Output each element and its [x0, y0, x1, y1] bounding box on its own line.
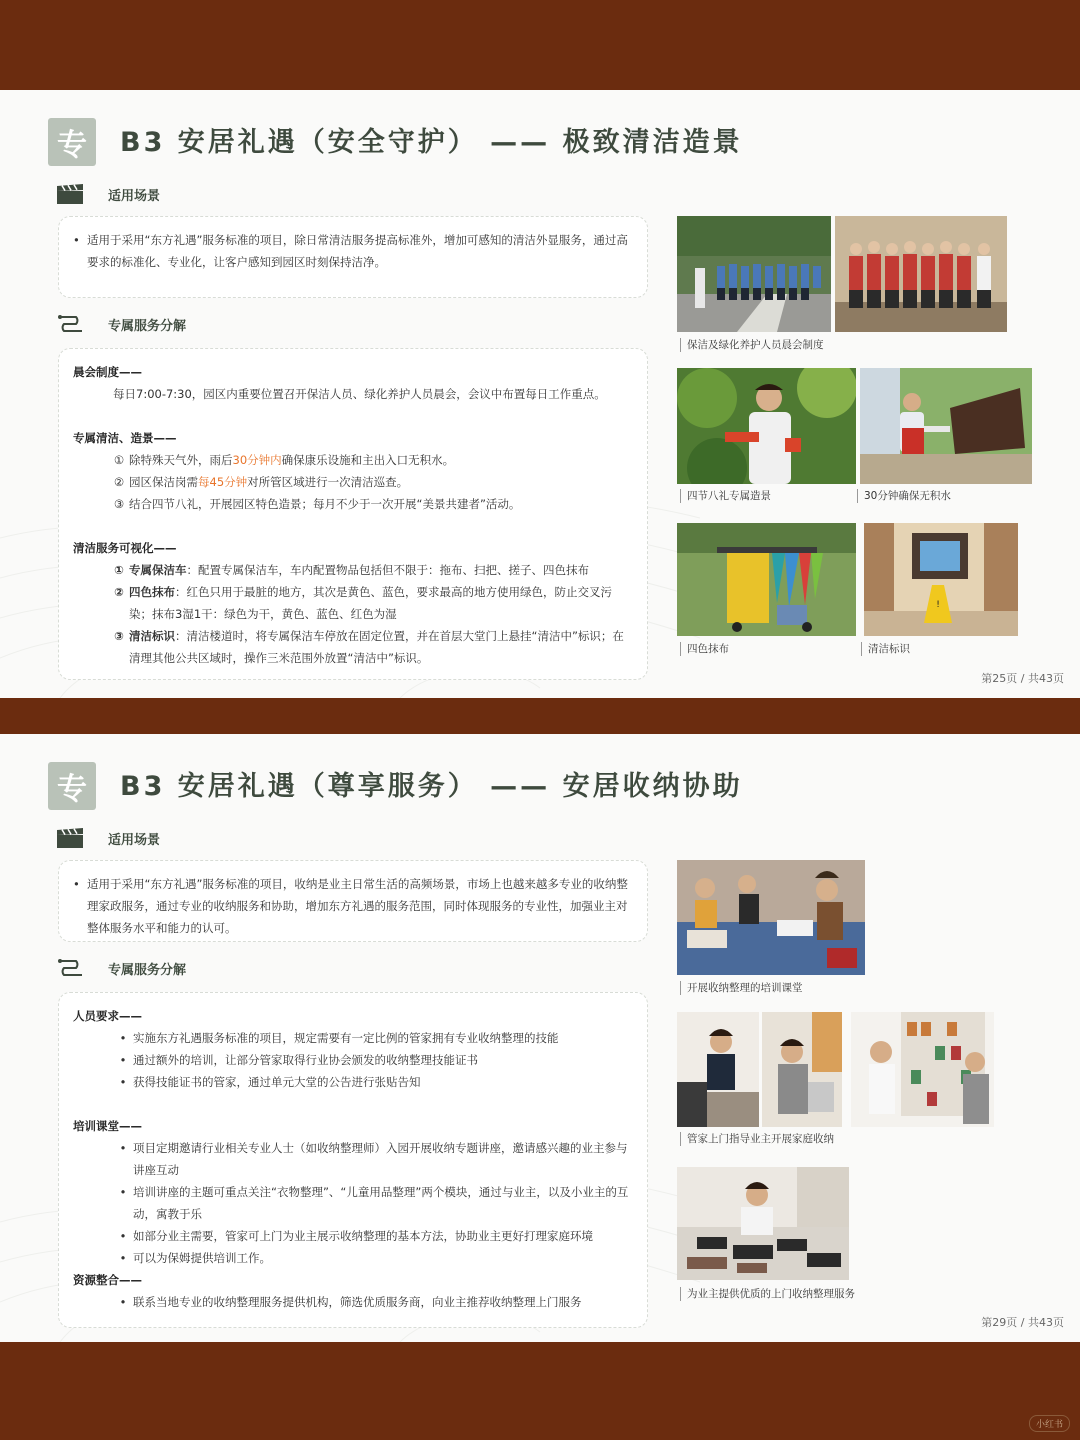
- caption-home-organizing: 为业主提供优质的上门收纳整理服务: [680, 1287, 855, 1301]
- item-text-pre: 园区保洁岗需: [129, 475, 198, 489]
- caption-training: 开展收纳整理的培训课堂: [680, 981, 803, 995]
- watermark: 小红书: [1029, 1415, 1070, 1432]
- item-number: ③: [113, 497, 125, 511]
- caption-cleaning-sign: 清洁标识: [861, 642, 910, 656]
- training-title: 培训课堂——: [73, 1119, 142, 1133]
- training-item: [113, 1137, 633, 1181]
- item-text-post: 确保康乐设施和主出入口无积水。: [281, 453, 455, 467]
- item-text: 可以为保姆提供培训工作。: [133, 1251, 271, 1265]
- photo-landscaping: [677, 368, 856, 484]
- clean-item: [109, 449, 633, 471]
- staff-list: [73, 1027, 633, 1093]
- item-description: ：清洁楼道时，将专属保洁车停放在固定位置，并在首层大堂门上悬挂“清洁中”标识；在清理其他公共区域时，操作三米范围外放置“清洁中”标识。: [129, 629, 624, 665]
- staff-title: 人员要求——: [73, 1009, 142, 1023]
- item-keyword: 四色抹布: [129, 585, 175, 599]
- item-text: 培训讲座的主题可重点关注“衣物整理”、“儿童用品整理”两个模块，通过与业主，以及小业主的互动，寓教于乐: [133, 1185, 629, 1221]
- item-keyword: 清洁标识: [129, 629, 175, 643]
- highlight-text: 每45分钟: [198, 475, 248, 489]
- breakdown-box: [58, 992, 648, 1328]
- training-item: [113, 1247, 633, 1269]
- item-number: ①: [114, 563, 124, 577]
- bullet-dot: •: [119, 1251, 127, 1265]
- item-text-pre: 除特殊天气外，雨后: [129, 453, 233, 467]
- visual-item: [109, 559, 633, 581]
- photo-butler-visit-3: [851, 1012, 994, 1127]
- scenario-text: 适用于采用“东方礼遇”服务标准的项目，收纳是业主日常生活的高频场景，市场上也越来越多专业的收纳整理家政服务，通过专业的收纳服务和协助，增加东方礼遇的服务范围，同时体现服务的专业性，加强业主对整体服务水平和能力的认可。: [87, 877, 628, 935]
- photo-morning-meeting-outdoor: [677, 216, 831, 332]
- item-text: [129, 449, 454, 471]
- resource-list: [73, 1291, 633, 1313]
- item-text: 项目定期邀请行业相关专业人士（如收纳整理师）入园开展收纳专题讲座，邀请感兴趣的业主参与讲座互动: [133, 1141, 628, 1177]
- section-label: 适用场景: [108, 188, 161, 204]
- page-number: 第29页 / 共43页: [981, 1316, 1064, 1329]
- svg-text:!: !: [936, 600, 940, 610]
- morning-title: 晨会制度——: [73, 365, 142, 379]
- morning-text: 每日7:00-7:30，园区内重要位置召开保洁人员、绿化养护人员晨会，会议中布置每日工作重点。: [113, 387, 606, 401]
- item-text: 通过额外的培训，让部分管家取得行业协会颁发的收纳整理技能证书: [133, 1053, 478, 1067]
- breakdown-box: [58, 348, 648, 680]
- bullet-dot: •: [119, 1141, 127, 1155]
- staff-item: [113, 1027, 633, 1049]
- item-description: ：红色只用于最脏的地方，其次是黄色、蓝色，要求最高的地方使用绿色，防止交叉污染；抹布3湿1干：绿色为干，黄色、蓝色、红色为湿: [129, 585, 612, 621]
- resource-title: 资源整合——: [73, 1273, 142, 1287]
- item-number: ①: [113, 453, 125, 467]
- visual-list: [73, 559, 633, 669]
- page-number: 第25页 / 共43页: [981, 672, 1064, 685]
- section-label: 专属服务分解: [108, 962, 187, 978]
- item-text: [129, 581, 633, 625]
- item-text: [129, 625, 633, 669]
- caption-no-water: 30分钟确保无积水: [857, 489, 951, 503]
- route-icon: [56, 957, 84, 979]
- brand-logo: 专: [48, 762, 96, 810]
- item-text: 联系当地专业的收纳整理服务提供机构，筛选优质服务商，向业主推荐收纳整理上门服务: [133, 1295, 582, 1309]
- photo-cleaning-sign: [864, 523, 1018, 636]
- clapperboard-icon: [56, 827, 84, 849]
- photo-bench-cleaning: [860, 368, 1032, 484]
- route-icon: [56, 313, 84, 335]
- scenario-box: • 适用于采用“东方礼遇”服务标准的项目，收纳是业主日常生活的高频场景，市场上也越来越多专业的收纳整理家政服务，通过专业的收纳服务和协助，增加东方礼遇的服务范围，同时体现服务的专业性，加强业主对整体服务水平和能力的认可。: [58, 860, 648, 942]
- training-item: [113, 1225, 633, 1247]
- bullet-dot: •: [119, 1075, 127, 1089]
- brand-logo: 专: [48, 118, 96, 166]
- photo-home-organizing: [677, 1167, 849, 1280]
- caption-butler-visit: 管家上门指导业主开展家庭收纳: [680, 1132, 834, 1146]
- training-list: [73, 1137, 633, 1269]
- section-header-breakdown: [56, 956, 186, 980]
- clean-title: 专属清洁、造景——: [73, 431, 177, 445]
- item-number: ②: [113, 475, 125, 489]
- photo-training-class: [677, 860, 865, 975]
- section-header-breakdown: [56, 312, 186, 336]
- bullet-dot: •: [119, 1185, 127, 1199]
- bullet-dot: •: [119, 1229, 127, 1243]
- resource-item: [113, 1291, 633, 1313]
- caption-four-color-cloth: 四色抹布: [680, 642, 729, 656]
- photo-morning-meeting-indoor: [835, 216, 1007, 332]
- bullet-dot: •: [119, 1031, 127, 1045]
- section-label: 专属服务分解: [108, 318, 187, 334]
- photo-cleaning-cart: [677, 523, 856, 636]
- item-text: 实施东方礼遇服务标准的项目，规定需要有一定比例的管家拥有专业收纳整理的技能: [133, 1031, 559, 1045]
- section-header-scenario: [56, 182, 160, 206]
- clean-list: [73, 449, 633, 515]
- caption-morning-meeting: 保洁及绿化养护人员晨会制度: [680, 338, 824, 352]
- slide-page-25: [0, 90, 1080, 698]
- highlight-text: 30分钟内: [232, 453, 282, 467]
- page-title: B3 安居礼遇（尊享服务） —— 安居收纳协助: [120, 771, 743, 802]
- bullet-dot: •: [119, 1053, 127, 1067]
- clapperboard-icon: [56, 183, 84, 205]
- item-text-post: 对所管区域进行一次清洁巡查。: [247, 475, 409, 489]
- item-keyword: 专属保洁车: [129, 563, 187, 577]
- training-item: [113, 1181, 633, 1225]
- item-text: [129, 471, 408, 493]
- item-description: ：配置专属保洁车，车内配置物品包括但不限于：拖布、扫把、搓子、四色抹布: [186, 563, 589, 577]
- section-header-scenario: [56, 826, 160, 850]
- item-text: [129, 493, 520, 515]
- scenario-text: 适用于采用“东方礼遇”服务标准的项目，除日常清洁服务提高标准外，增加可感知的清洁外显服务，通过高要求的标准化、专业化，让客户感知到园区时刻保持洁净。: [87, 233, 628, 269]
- bullet-dot: •: [119, 1295, 127, 1309]
- photo-butler-visit-2: [762, 1012, 842, 1127]
- photo-butler-visit-1: [677, 1012, 759, 1127]
- clean-item: [109, 471, 633, 493]
- item-text: 获得技能证书的管家，通过单元大堂的公告进行张贴告知: [133, 1075, 421, 1089]
- slide-page-29: [0, 734, 1080, 1342]
- item-number: ③: [114, 629, 124, 643]
- caption-landscaping: 四节八礼专属造景: [680, 489, 771, 503]
- visual-item: [109, 581, 633, 625]
- item-text: 如部分业主需要，管家可上门为业主展示收纳整理的基本方法，协助业主更好打理家庭环境: [133, 1229, 593, 1243]
- section-label: 适用场景: [108, 832, 161, 848]
- scenario-box: • 适用于采用“东方礼遇”服务标准的项目，除日常清洁服务提高标准外，增加可感知的清洁外显服务，通过高要求的标准化、专业化，让客户感知到园区时刻保持洁净。: [58, 216, 648, 298]
- visual-title: 清洁服务可视化——: [73, 541, 177, 555]
- staff-item: [113, 1049, 633, 1071]
- item-number: ②: [114, 585, 124, 599]
- staff-item: [113, 1071, 633, 1093]
- item-text: [129, 559, 589, 581]
- clean-item: [109, 493, 633, 515]
- item-text-pre: 结合四节八礼，开展园区特色造景；每月不少于一次开展“美景共建者”活动。: [129, 497, 521, 511]
- page-title: B3 安居礼遇（安全守护） —— 极致清洁造景: [120, 127, 743, 158]
- visual-item: [109, 625, 633, 669]
